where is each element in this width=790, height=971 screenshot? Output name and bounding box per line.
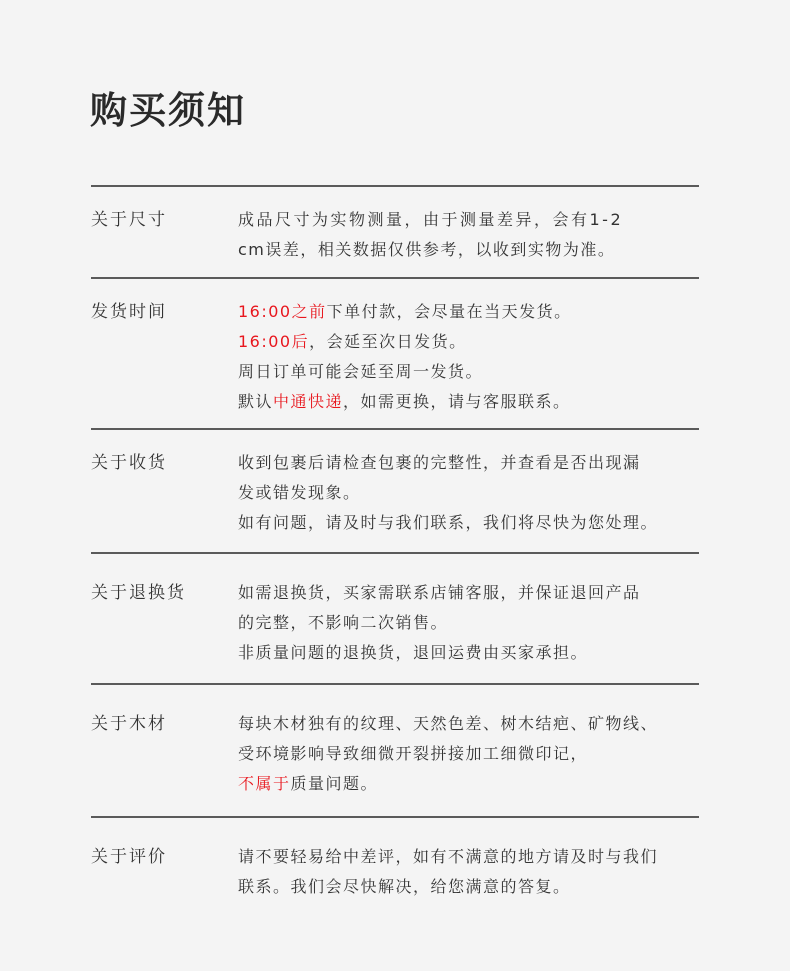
section-label: 发货时间 [91, 302, 167, 322]
body-line: 发或错发现象。 [238, 483, 361, 502]
body-text: ，如需更换，请与客服联系。 [343, 392, 571, 411]
section-label: 关于尺寸 [91, 210, 167, 230]
section-label: 关于退换货 [91, 583, 186, 603]
highlight-text: 不属于 [238, 774, 291, 793]
section-body [238, 297, 699, 428]
highlight-text: 中通快递 [273, 392, 344, 411]
section-body [238, 205, 699, 277]
body-line: 的完整，不影响二次销售。 [238, 613, 449, 632]
section-label: 关于评价 [91, 847, 167, 867]
notice-sections [91, 185, 699, 926]
body-line: 如需退换货，买家需联系店铺客服，并保证退回产品 [238, 583, 641, 602]
body-line: cm误差，相关数据仅供参考，以收到实物为准。 [238, 240, 616, 259]
body-line: 如有问题，请及时与我们联系，我们将尽快为您处理。 [238, 513, 659, 532]
section-returns [91, 552, 699, 683]
body-text: ，会延至次日发货。 [309, 332, 467, 351]
body-line [238, 327, 699, 357]
section-body [238, 448, 699, 552]
section-shipping-time [91, 277, 699, 428]
body-line: 收到包裹后请检查包裹的完整性，并查看是否出现漏 [238, 453, 641, 472]
body-line [238, 769, 699, 799]
body-text: 默认 [238, 392, 274, 411]
section-body [238, 842, 699, 926]
body-line: 每块木材独有的纹理、天然色差、树木结疤、矿物线、 [238, 714, 659, 733]
body-line [238, 387, 699, 417]
body-line: 周日订单可能会延至周一发货。 [238, 362, 484, 381]
body-line: 请不要轻易给中差评，如有不满意的地方请及时与我们 [238, 847, 659, 866]
section-label: 关于木材 [91, 714, 167, 734]
highlight-text: 16:00之前 [238, 302, 327, 321]
body-text: 下单付款，会尽量在当天发货。 [326, 302, 572, 321]
highlight-text: 16:00后 [238, 332, 310, 351]
body-line: 受环境影响导致细微开裂拼接加工细微印记， [238, 744, 589, 763]
section-reviews [91, 816, 699, 926]
section-size [91, 185, 699, 277]
section-body [238, 709, 699, 816]
body-line: 成品尺寸为实物测量，由于测量差异，会有1-2 [238, 210, 624, 229]
section-receiving [91, 428, 699, 552]
body-line [238, 297, 699, 327]
body-text: 质量问题。 [290, 774, 379, 793]
section-wood [91, 683, 699, 816]
section-label: 关于收货 [91, 453, 167, 473]
body-line: 联系。我们会尽快解决，给您满意的答复。 [238, 877, 571, 896]
page-title: 购买须知 [90, 89, 246, 132]
section-body [238, 578, 699, 683]
body-line: 非质量问题的退换货，退回运费由买家承担。 [238, 643, 589, 662]
